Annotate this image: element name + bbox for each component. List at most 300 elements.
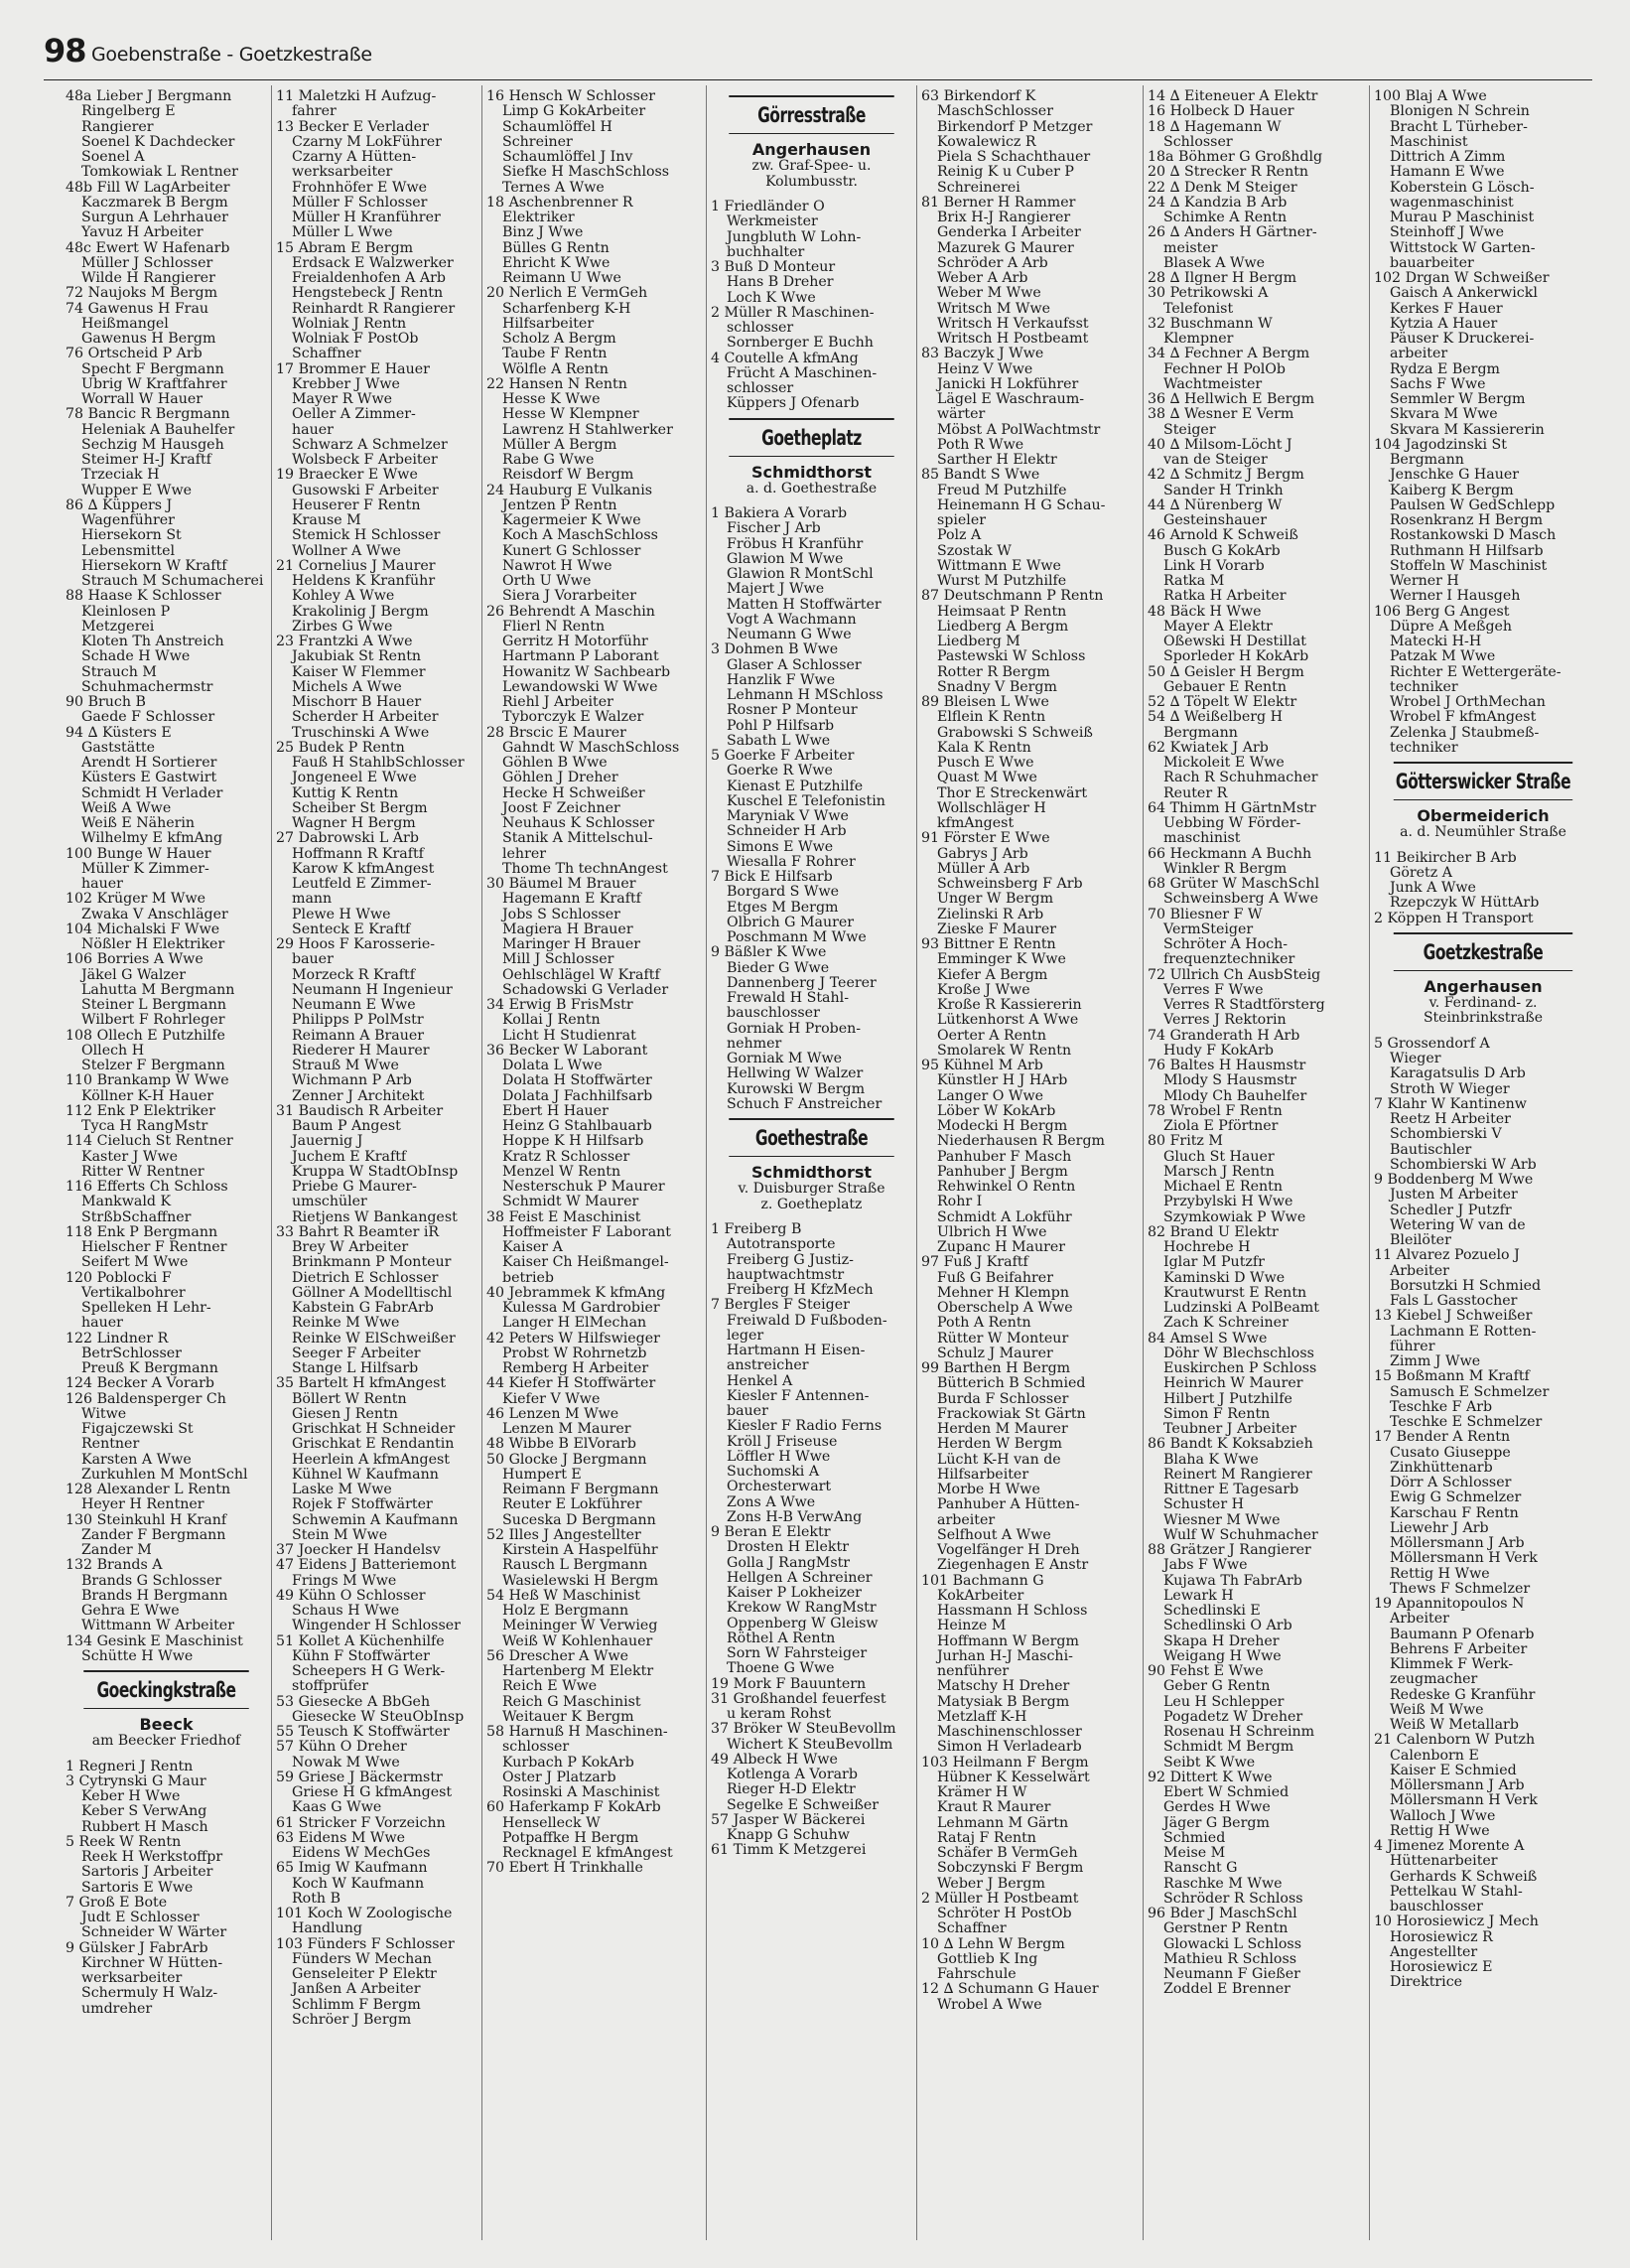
directory-entry: 116 Efferts Ch Schloss <box>66 1180 228 1195</box>
directory-entry: Eidens W MechGes <box>292 1846 431 1861</box>
directory-entry: Zielinski R Arb <box>937 907 1044 922</box>
directory-entry: Morzeck R Kraftf <box>292 967 416 983</box>
directory-entry: Matten H Stoffwärter <box>727 597 882 613</box>
directory-entry: Rohr I <box>937 1195 983 1210</box>
directory-entry: Direktrice <box>1390 1975 1463 1991</box>
directory-entry: Stemick H Schlosser <box>292 528 441 544</box>
directory-entry: Müller J Schlosser <box>81 255 213 271</box>
directory-entry: Hilbert J Putzhilfe <box>1163 1391 1292 1407</box>
directory-entry: 72 Ullrich Ch AusbSteig <box>1148 967 1321 983</box>
directory-entry: 106 Berg G Angest <box>1374 604 1510 620</box>
directory-entry: Heinz G Stahlbauarb <box>502 1119 652 1134</box>
directory-entry: buchhalter <box>727 244 805 260</box>
directory-entry: Künstler H J HArb <box>937 1073 1068 1089</box>
directory-entry: 34 Erwig B FrisMstr <box>486 998 633 1013</box>
directory-entry: Taube F Rentn <box>502 347 608 362</box>
directory-entry: Reinig K u Cuber P <box>937 165 1074 181</box>
directory-entry: Juchem E Kraftf <box>292 1149 407 1165</box>
directory-entry: Kunert G Schlosser <box>502 543 641 559</box>
directory-entry: 30 Petrikowski A <box>1148 286 1269 302</box>
directory-entry: Reinert M Rangierer <box>1163 1467 1312 1483</box>
district-name: Obermeiderich <box>1417 806 1550 825</box>
directory-entry: Neumann F Gießer <box>1163 1967 1300 1982</box>
directory-entry: Simon F Rentn <box>1163 1406 1271 1422</box>
directory-entry: Ziola E Pförtner <box>1163 1119 1279 1134</box>
directory-entry: 54 ∆ Weißelberg H <box>1148 710 1283 726</box>
page-number: 98 <box>44 32 86 70</box>
directory-entry: Schmidt H Verlader <box>81 785 223 801</box>
directory-entry: 118 Enk P Bergmann <box>66 1224 218 1240</box>
column-4 <box>707 85 917 2240</box>
directory-entry: Kruppa W StadtObInsp <box>292 1164 459 1180</box>
directory-entry: Kurowski W Bergm <box>727 1081 866 1097</box>
directory-entry: Müller A Arb <box>937 861 1030 877</box>
directory-entry: 110 Brankamp W Wwe <box>66 1073 229 1089</box>
directory-entry: Limp G KokArbeiter <box>502 104 646 120</box>
directory-entry: Ringelberg E <box>81 104 176 120</box>
directory-entry: Rostankowski D Masch <box>1390 528 1557 544</box>
directory-entry: Schuster H <box>1163 1497 1244 1513</box>
directory-entry: Ratka H Arbeiter <box>1163 589 1287 605</box>
directory-entry: Senteck E Kraftf <box>292 921 411 937</box>
directory-entry: Olbrich G Maurer <box>727 915 855 930</box>
directory-entry: Schröder R Schloss <box>1163 1891 1303 1907</box>
directory-entry: Sarther H Elektr <box>937 453 1057 468</box>
directory-entry: Langer O Wwe <box>937 1088 1044 1104</box>
directory-entry: Autotransporte <box>727 1237 836 1253</box>
directory-entry: Grabowski S Schweiß <box>937 725 1093 741</box>
directory-entry: Szymkowiak P Wwe <box>1163 1209 1306 1225</box>
street-block <box>711 418 912 1113</box>
directory-entry: Heuserer F Rentn <box>292 497 421 513</box>
directory-entry: Writsch M Wwe <box>937 301 1050 317</box>
directory-entry: Köllner K-H Hauer <box>81 1088 214 1104</box>
directory-entry: Sabath L Wwe <box>727 733 831 749</box>
directory-entry: bauschlosser <box>727 1006 820 1022</box>
directory-entry: Mayer A Elektr <box>1163 619 1273 635</box>
directory-entry: Oppenberg W Gleisw <box>727 1616 879 1631</box>
directory-entry: Schlosser <box>1163 134 1233 150</box>
directory-entry: 36 Becker W Laborant <box>486 1043 648 1059</box>
directory-entry: Glawion M Wwe <box>727 551 844 567</box>
directory-entry: Murau P Maschinist <box>1390 211 1535 225</box>
directory-entry: Böllert W Rentn <box>292 1391 407 1407</box>
directory-entry: Kirstein A Haspelführ <box>502 1543 658 1558</box>
directory-entry: 78 Bancic R Bergmann <box>66 407 230 423</box>
street-heading: Görresstraße <box>729 95 893 134</box>
entry-block <box>921 89 1139 2013</box>
directory-entry: 82 Brand U Elektr <box>1148 1224 1279 1240</box>
directory-entry: Hecke H Schweißer <box>502 785 645 801</box>
directory-entry: 20 ∆ Strecker R Rentn <box>1148 165 1309 181</box>
directory-entry: Priebe G Maurer- <box>292 1180 417 1195</box>
directory-entry: Truschinski A Wwe <box>292 725 430 741</box>
directory-entry: Weiß W Kohlenhauer <box>502 1633 653 1649</box>
directory-entry: Hoffmeister F Laborant <box>502 1224 671 1240</box>
directory-entry: 65 Imig W Kaufmann <box>276 1861 428 1877</box>
directory-entry: Mankwald K <box>81 1195 172 1210</box>
directory-entry: 114 Cieluch St Rentner <box>66 1134 233 1150</box>
directory-entry: Knapp G Schuhw <box>727 1828 850 1843</box>
directory-entry: Heinz V Wwe <box>937 361 1033 377</box>
directory-entry: Jauernig J <box>292 1134 363 1150</box>
directory-entry: Goerke R Wwe <box>727 764 833 780</box>
directory-entry: Grischkat H Schneider <box>292 1422 456 1437</box>
directory-entry: 12 ∆ Schumann G Hauer <box>921 1982 1099 1998</box>
directory-entry: Reimann U Wwe <box>502 271 621 286</box>
directory-entry: Bergmann <box>1163 725 1238 741</box>
directory-entry: 85 Bandt S Wwe <box>921 468 1040 484</box>
directory-entry: Schwemin A Kaufmann <box>292 1512 459 1528</box>
directory-entry: Stange L Hilfsarb <box>292 1361 419 1376</box>
directory-entry: Krämer H W <box>937 1785 1027 1800</box>
directory-entry: Ruthmann H Hilfsarb <box>1390 543 1544 559</box>
directory-entry: Hagemann E Kraftf <box>502 892 641 908</box>
directory-entry: Michael E Rentn <box>1163 1180 1283 1195</box>
directory-entry: Horosiewicz R <box>1390 1929 1493 1945</box>
directory-entry: 28 ∆ Ilgner H Bergm <box>1148 271 1297 286</box>
directory-entry: Simon H Verladearb <box>937 1740 1082 1756</box>
directory-entry: Tyca H RangMstr <box>81 1119 208 1134</box>
directory-entry: Wölfle A Rentn <box>502 361 609 377</box>
directory-entry: Schlimm F Bergm <box>292 1997 421 2013</box>
directory-entry: techniker <box>1390 740 1458 756</box>
directory-entry: Karow K kfmAngest <box>292 861 435 877</box>
directory-entry: Sachs F Wwe <box>1390 376 1486 392</box>
directory-entry: Giesen J Rentn <box>292 1406 398 1422</box>
directory-entry: Wagenführer <box>81 513 175 528</box>
directory-entry: 60 Haferkamp F KokArb <box>486 1800 661 1816</box>
directory-entry: Nowak M Wwe <box>292 1755 400 1771</box>
directory-entry: Gaststätte <box>81 740 156 756</box>
directory-entry: Skvara M Kassiererin <box>1390 422 1545 438</box>
directory-entry: Maringer H Brauer <box>502 937 641 952</box>
directory-entry: Majert J Wwe <box>727 582 825 598</box>
directory-entry: Wurst M Putzhilfe <box>937 574 1067 589</box>
directory-entry: Blaha K Wwe <box>1163 1452 1259 1468</box>
directory-entry: Jakubiak St Rentn <box>292 649 422 665</box>
directory-entry: Fröbus H Kranführ <box>727 536 864 552</box>
directory-entry: Gusowski F Arbeiter <box>292 483 439 498</box>
directory-entry: Piela S Schachthauer <box>937 150 1091 165</box>
street-block <box>66 1670 267 2017</box>
directory-entry: schlosser <box>502 1740 570 1756</box>
directory-entry: 21 Calenborn W Putzh <box>1374 1733 1536 1749</box>
directory-entry: Scherder H Arbeiter <box>292 710 439 726</box>
directory-entry: Wrobel A Wwe <box>937 1997 1042 2013</box>
directory-entry: 35 Bartelt H kfmAngest <box>276 1376 447 1392</box>
directory-entry: Nesterschuk P Maurer <box>502 1180 665 1195</box>
directory-entry: arbeiter <box>937 1512 996 1528</box>
directory-entry: Freiberg H KfzMech <box>727 1283 874 1298</box>
directory-entry: Vogelfänger H Dreh <box>937 1543 1080 1558</box>
directory-entry: Reich E Wwe <box>502 1679 598 1695</box>
directory-entry: Sobczynski F Bergm <box>937 1861 1084 1877</box>
directory-entry: Hassmann H Schloss <box>937 1604 1088 1619</box>
directory-entry: Schröder A Arb <box>937 255 1048 271</box>
directory-entry: Baum P Angest <box>292 1119 401 1134</box>
directory-entry: Heimsaat P Rentn <box>937 604 1067 620</box>
directory-entry: 59 Griese J Bäckermstr <box>276 1770 443 1785</box>
directory-entry: 72 Naujoks M Bergm <box>66 286 218 302</box>
directory-entry: maschinist <box>1163 831 1241 847</box>
directory-entry: Gabrys J Arb <box>937 846 1028 862</box>
street-range: v. Duisburger Straße <box>738 1181 885 1197</box>
directory-entry: 44 Kiefer H Stoffwärter <box>486 1376 656 1392</box>
directory-entry: Poschmann M Wwe <box>727 930 867 945</box>
directory-entry: VermSteiger <box>1163 921 1254 937</box>
directory-entry: 90 Bruch B <box>66 695 146 710</box>
directory-entry: 5 Goerke F Arbeiter <box>711 749 855 764</box>
directory-entry: Wichert K SteuBevollm <box>727 1737 893 1753</box>
directory-entry: Hiersekorn St <box>81 528 182 544</box>
directory-entry: Rentner <box>81 1437 140 1453</box>
directory-entry: 11 Maletzki H Aufzug- <box>276 89 437 104</box>
directory-entry: Werkmeister <box>727 214 818 230</box>
directory-entry: zeugmacher <box>1390 1672 1478 1688</box>
directory-entry: Weiß M Wwe <box>1390 1702 1484 1718</box>
directory-entry: Henselleck W <box>502 1815 601 1831</box>
directory-entry: Specht F Bergmann <box>81 361 224 377</box>
directory-entry: Geber G Rentn <box>1163 1679 1271 1695</box>
directory-entry: Keber H Wwe <box>81 1789 181 1804</box>
directory-entry: Schwarz A Schmelzer <box>292 437 448 453</box>
directory-entry: Hengstebeck J Rentn <box>292 286 444 302</box>
district-name: Schmidthorst <box>750 462 873 482</box>
directory-entry: Kraut R Maurer <box>937 1800 1051 1816</box>
directory-entry: Teschke F Arb <box>1390 1399 1493 1415</box>
directory-entry: Reich G Maschinist <box>502 1694 641 1710</box>
directory-entry: Schmied <box>1163 1830 1226 1846</box>
directory-entry: Freiberg G Justiz- <box>727 1252 854 1268</box>
directory-entry: Sartoris E Wwe <box>81 1880 194 1896</box>
directory-entry: 7 Bergles F Steiger <box>711 1298 850 1314</box>
street-block <box>1374 932 1592 1991</box>
directory-entry: Kaiser Ch Heißmangel- <box>502 1255 669 1271</box>
directory-entry: Schulz J Maurer <box>937 1346 1053 1361</box>
directory-entry: Dörr A Schlosser <box>1390 1476 1512 1490</box>
directory-entry: Wetering W van de <box>1390 1217 1526 1233</box>
directory-entry: Thome Th technAngest <box>502 861 668 877</box>
directory-entry: 19 Apannitopoulos N <box>1374 1597 1525 1612</box>
directory-entry: Figajczewski St <box>81 1422 194 1437</box>
directory-entry: Poth A Rentn <box>937 1316 1031 1332</box>
directory-entry: Frings M Wwe <box>292 1573 397 1589</box>
directory-entry: Schedlinski O Arb <box>1163 1619 1292 1634</box>
directory-entry: Wasielewski H Bergm <box>502 1573 659 1589</box>
street-range: am Beecker Friedhof <box>91 1733 241 1749</box>
directory-entry: Gebauer E Rentn <box>1163 679 1288 695</box>
directory-entry: 4 Jimenez Morente A <box>1374 1839 1525 1854</box>
directory-entry: betrieb <box>502 1270 554 1286</box>
directory-entry: Stein M Wwe <box>292 1527 388 1543</box>
directory-entry: 24 ∆ Kandzia B Arb <box>1148 195 1288 211</box>
directory-entry: Metzgerei <box>81 619 155 635</box>
directory-entry: 34 ∆ Fechner A Bergm <box>1148 347 1310 362</box>
directory-entry: Weber M Wwe <box>937 286 1041 302</box>
directory-entry: Krause M <box>292 513 361 528</box>
directory-entry: Ulbrich H Wwe <box>937 1224 1047 1240</box>
directory-entry: Karagatsulis D Arb <box>1390 1066 1526 1082</box>
directory-entry: Rojek F Stoffwärter <box>292 1497 433 1513</box>
directory-entry: Löffler H Wwe <box>727 1449 831 1465</box>
directory-entry: 1 Friedländer O <box>711 200 825 214</box>
directory-entry: Jongeneel E Wwe <box>292 771 417 786</box>
directory-entry: 3 Buß D Monteur <box>711 260 836 275</box>
directory-entry: schlosser <box>727 321 794 336</box>
directory-entry: Wrobel F kfmAngest <box>1390 710 1537 726</box>
directory-entry: Schröter H PostOb <box>937 1907 1072 1921</box>
directory-entry: 95 Kühnel M Arb <box>921 1059 1043 1073</box>
directory-entry: 18 Aschenbrenner R <box>486 195 633 211</box>
directory-entry: 22 ∆ Denk M Steiger <box>1148 180 1297 196</box>
column-3 <box>482 85 707 2240</box>
directory-entry: Fünders W Mechan <box>292 1951 432 1967</box>
directory-entry: Grischkat E Rendantin <box>292 1437 455 1453</box>
directory-entry: Matschy H Dreher <box>937 1679 1070 1695</box>
directory-entry: Wupper E Wwe <box>81 483 192 498</box>
directory-entry: Lütkenhorst A Wwe <box>937 1013 1079 1029</box>
directory-entry: Keber S VerwAng <box>81 1804 207 1820</box>
directory-entry: 9 Boddenberg M Wwe <box>1374 1173 1534 1188</box>
directory-entry: 5 Reek W Rentn <box>66 1834 182 1850</box>
directory-entry: 51 Kollet A Küchenhilfe <box>276 1633 445 1649</box>
directory-entry: Müller H Kranführer <box>292 211 441 225</box>
directory-entry: Quast M Wwe <box>937 771 1037 786</box>
directory-entry: 7 Klahr W Kantinenw <box>1374 1096 1527 1112</box>
directory-entry: Schedlinski E <box>1163 1604 1261 1619</box>
directory-entry: Menzel W Rentn <box>502 1164 621 1180</box>
street-range: z. Goetheplatz <box>760 1196 863 1212</box>
directory-entry: Ebert H Hauer <box>502 1103 609 1119</box>
directory-entry: Genseleiter P Elektr <box>292 1967 437 1982</box>
directory-entry: Steiner L Bergmann <box>81 998 226 1013</box>
directory-entry: anstreicher <box>727 1358 809 1374</box>
directory-entry: Zoddel E Brenner <box>1163 1982 1290 1998</box>
directory-entry: Wilbert F Rohrleger <box>81 1013 225 1029</box>
directory-entry: Kaczmarek B Bergm <box>81 195 228 211</box>
directory-entry: Wollschläger H <box>937 800 1046 816</box>
directory-entry: Hanzlik F Wwe <box>727 672 836 688</box>
street-range: zw. Graf-Spee- u. <box>751 158 872 174</box>
directory-entry: Unger W Bergm <box>937 892 1054 908</box>
district-name: Angerhausen <box>751 140 872 159</box>
directory-entry: 103 Fünders F Schlosser <box>276 1936 455 1952</box>
directory-entry: Sechzig M Hausgeh <box>81 437 224 453</box>
directory-entry: Schaffner <box>292 347 361 362</box>
directory-entry: Krekow W RangMstr <box>727 1601 877 1617</box>
directory-entry: Genderka I Arbeiter <box>937 225 1081 241</box>
directory-entry: 30 Bäumel M Brauer <box>486 877 636 892</box>
directory-entry: 46 Arnold K Schweiß <box>1148 528 1298 544</box>
directory-entry: 1 Freiberg B <box>711 1222 802 1237</box>
directory-entry: 81 Berner H Rammer <box>921 195 1076 211</box>
directory-entry: Göhlen B Wwe <box>502 756 608 771</box>
directory-entry: 49 Albeck H Wwe <box>711 1752 838 1768</box>
directory-entry: Hesse K Wwe <box>502 392 601 407</box>
column-5 <box>917 85 1144 2240</box>
directory-entry: Seibt K Wwe <box>1163 1755 1256 1771</box>
directory-entry: 48b Fill W LagArbeiter <box>66 180 230 196</box>
directory-entry: 101 Koch W Zoologische <box>276 1907 453 1921</box>
directory-entry: 70 Bliesner F W <box>1148 907 1263 922</box>
directory-entry: Gorniak M Wwe <box>727 1052 843 1066</box>
directory-entry: Reisdorf W Bergm <box>502 468 634 484</box>
directory-entry: Zons H-B VerwAng <box>727 1509 863 1525</box>
directory-entry: 61 Stricker F Vorzeichn <box>276 1815 446 1831</box>
directory-entry: Wolniak J Rentn <box>292 316 407 332</box>
directory-entry: Schweinsberg A Wwe <box>1163 892 1319 908</box>
directory-entry: Hellwing W Walzer <box>727 1066 864 1082</box>
street-range: Steinbrinkstraße <box>1423 1010 1544 1027</box>
directory-entry: Kiesler F Radio Ferns <box>727 1419 883 1435</box>
directory-entry: Zons A Wwe <box>727 1494 816 1510</box>
directory-entry: 50 Glocke J Bergmann <box>486 1452 647 1468</box>
directory-entry: Iglar M Putzfr <box>1163 1255 1265 1271</box>
directory-entry: Pastewski W Schloss <box>937 649 1086 665</box>
directory-entry: Röthel A Rentn <box>727 1630 836 1646</box>
street-block <box>1374 762 1592 926</box>
directory-entry: Rausch L Bergmann <box>502 1558 648 1574</box>
directory-entry: Reinhardt R Rangierer <box>292 301 456 317</box>
directory-entry: Heldens K Kranführ <box>292 574 436 589</box>
directory-entry: Borgard S Wwe <box>727 885 840 901</box>
directory-entry: KokArbeiter <box>937 1588 1024 1604</box>
directory-entry: Riehl J Arbeiter <box>502 695 613 710</box>
directory-entry: Zurkuhlen M MontSchl <box>81 1467 248 1483</box>
directory-entry: Zenner J Architekt <box>292 1088 425 1104</box>
directory-entry: Brix H-J Rangierer <box>937 211 1071 225</box>
directory-entry: 124 Becker A Vorarb <box>66 1376 214 1392</box>
directory-entry: u keram Rohst <box>727 1707 832 1722</box>
directory-entry: Werner H <box>1390 574 1459 589</box>
directory-entry: Gaisch A Ankerwickl <box>1390 286 1538 302</box>
directory-entry: Emminger K Wwe <box>937 952 1066 968</box>
directory-entry: Wittmann E Wwe <box>937 558 1061 574</box>
directory-entry: 68 Grüter W MaschSchl <box>1148 877 1319 892</box>
directory-entry: Strauch M Schumacherei <box>81 574 264 589</box>
directory-entry: Hartmann P Laborant <box>502 649 659 665</box>
directory-entry: 23 Frantzki A Wwe <box>276 635 413 649</box>
directory-entry: Wiesalla F Rohrer <box>727 854 856 870</box>
directory-entry: Sander H Trinkh <box>1163 483 1284 498</box>
directory-entry: Weber A Arb <box>937 271 1028 286</box>
directory-entry: Glawion R MontSchl <box>727 567 874 582</box>
directory-entry: Weber J Bergm <box>937 1876 1045 1892</box>
directory-entry: Arendt H Sortierer <box>81 756 217 771</box>
directory-entry: 27 Dabrowski L Arb <box>276 831 419 847</box>
directory-entry: Brinkmann P Monteur <box>292 1255 452 1271</box>
directory-entry: 90 Fehst E Wwe <box>1148 1664 1264 1679</box>
directory-entry: 88 Haase K Schlosser <box>66 589 221 605</box>
directory-entry: Fuß G Beifahrer <box>937 1270 1053 1286</box>
directory-entry: 88 Grätzer J Rangierer <box>1148 1543 1311 1558</box>
directory-entry: 1 Regneri J Rentn <box>66 1759 194 1774</box>
directory-entry: Mayer R Wwe <box>292 392 393 407</box>
directory-entry: umschüler <box>292 1195 367 1210</box>
directory-entry: Blasek A Wwe <box>1163 255 1266 271</box>
directory-entry: Schneider H Arb <box>727 824 847 840</box>
directory-entry: Zieske F Maurer <box>937 921 1057 937</box>
directory-entry: Teubner J Arbeiter <box>1163 1422 1296 1437</box>
directory-entry: Leu H Schlepper <box>1163 1694 1285 1710</box>
directory-entry: Göretz A <box>1390 865 1452 881</box>
directory-entry: Handlung <box>292 1921 362 1937</box>
directory-entry: Sporleder H KokArb <box>1163 649 1309 665</box>
directory-entry: Neumann H Ingenieur <box>292 982 453 998</box>
directory-entry: leger <box>727 1328 764 1344</box>
directory-entry: Gerritz H Motorführ <box>502 635 648 649</box>
